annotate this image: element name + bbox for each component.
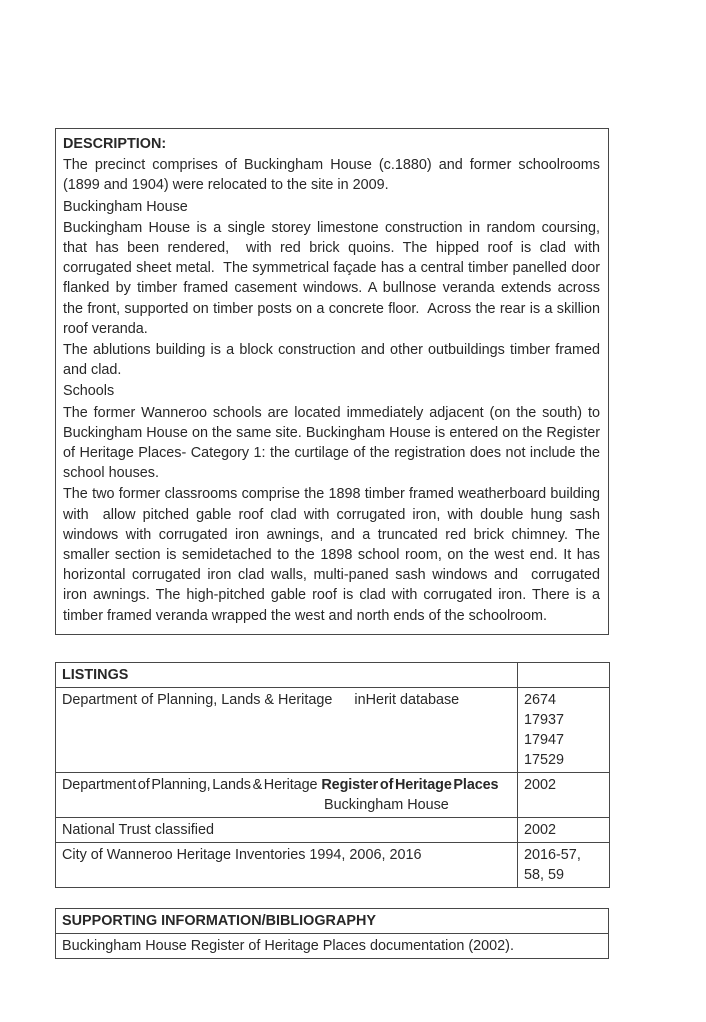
register-name-text: Register of Heritage Places [321, 776, 499, 793]
listing-organisation-cell [56, 817, 518, 842]
listing-number: 17937 [524, 711, 565, 728]
listing-numbers-cell [518, 842, 610, 887]
listings-table [55, 662, 610, 888]
table-row-wanneroo-inventories [56, 842, 610, 887]
description-paragraph-precinct: The precinct comprises of Buckingham House (c.1880) and former schoolrooms (1899 and 1904) were relocated to the site in 2009. [63, 157, 604, 194]
listing-numbers-cell [518, 772, 610, 817]
supporting-header-row [56, 908, 609, 933]
listings-header-empty-cell [518, 662, 610, 687]
listing-numbers-cell [518, 817, 610, 842]
document-content [55, 128, 609, 959]
organisation-text: Department of Planning, Lands & Heritage [62, 691, 333, 708]
organisation-text: National Trust classified [62, 821, 214, 838]
description-subheading-buckingham-house: Buckingham House [63, 198, 188, 215]
listing-number: 2016-57, [524, 846, 581, 863]
listing-number: 58, 59 [524, 866, 565, 883]
description-section [55, 128, 609, 635]
listings-header-row [56, 662, 610, 687]
supporting-body-row [56, 933, 609, 958]
listing-organisation-cell [56, 772, 518, 817]
description-paragraph-ablutions: The ablutions building is a block construction and other outbuildings timber framed and clad. [63, 342, 604, 379]
listing-name-text: inHerit database [354, 691, 460, 708]
supporting-information-table [55, 908, 609, 959]
register-place-name: Buckingham House [324, 796, 449, 813]
listings-table-title: LISTINGS [56, 662, 518, 687]
listing-number: 17947 [524, 731, 565, 748]
table-row-register-of-heritage-places [56, 772, 610, 817]
organisation-text: City of Wanneroo Heritage Inventories 1994, 2006, 2016 [62, 846, 422, 863]
description-paragraph-classrooms: The two former classrooms comprise the 1898 timber framed weatherboard building with allow pitched gable roof clad with corrugated iron, with double hung sash windows with corrugated iron awnings, and a truncated red brick chimney. The smaller section is semidetached to the 1898 school room, on the west end. It has horizontal corrugated iron clad walls, multi-paned sash windows and corrugated iron awnings. The high-pitched gable roof is clad with corrugated iron. There is a timber framed veranda wrapped the west and north ends of the schoolroom. [63, 486, 604, 624]
supporting-information-body: Buckingham House Register of Heritage Places documentation (2002). [56, 933, 609, 958]
description-paragraph-house-construction: Buckingham House is a single storey limestone construction in random coursing, that has been rendered, with red brick quoins. The hipped roof is clad with corrugated sheet metal. The symmetrical façade has a central timber panelled door flanked by timber framed casement windows. A bullnose veranda extends across the front, supported on timber posts on a concrete floor. Across the rear is a skillion roof veranda. [63, 219, 604, 337]
organisation-text: Department of Planning, Lands & Heritage [62, 776, 318, 793]
listing-organisation-cell [56, 842, 518, 887]
organisation-line [62, 775, 511, 795]
listing-number: 2002 [524, 776, 557, 793]
table-row-national-trust [56, 817, 610, 842]
description-paragraph-schools-location: The former Wanneroo schools are located immediately adjacent (on the south) to Buckingham House on the same site. Buckingham House is entered on the Register of Heritage Places- Category 1: the curtilage of the registration does not include the school houses. [63, 404, 604, 482]
listing-number: 2674 [524, 691, 557, 708]
table-row-inherit-database [56, 687, 610, 772]
description-subheading-schools: Schools [63, 383, 115, 400]
listing-numbers-cell [518, 687, 610, 772]
listing-organisation-cell [56, 687, 518, 772]
listing-number: 17529 [524, 751, 565, 768]
supporting-information-title: SUPPORTING INFORMATION/BIBLIOGRAPHY [56, 908, 609, 933]
description-title: DESCRIPTION: [63, 136, 167, 152]
listing-number: 2002 [524, 821, 557, 838]
